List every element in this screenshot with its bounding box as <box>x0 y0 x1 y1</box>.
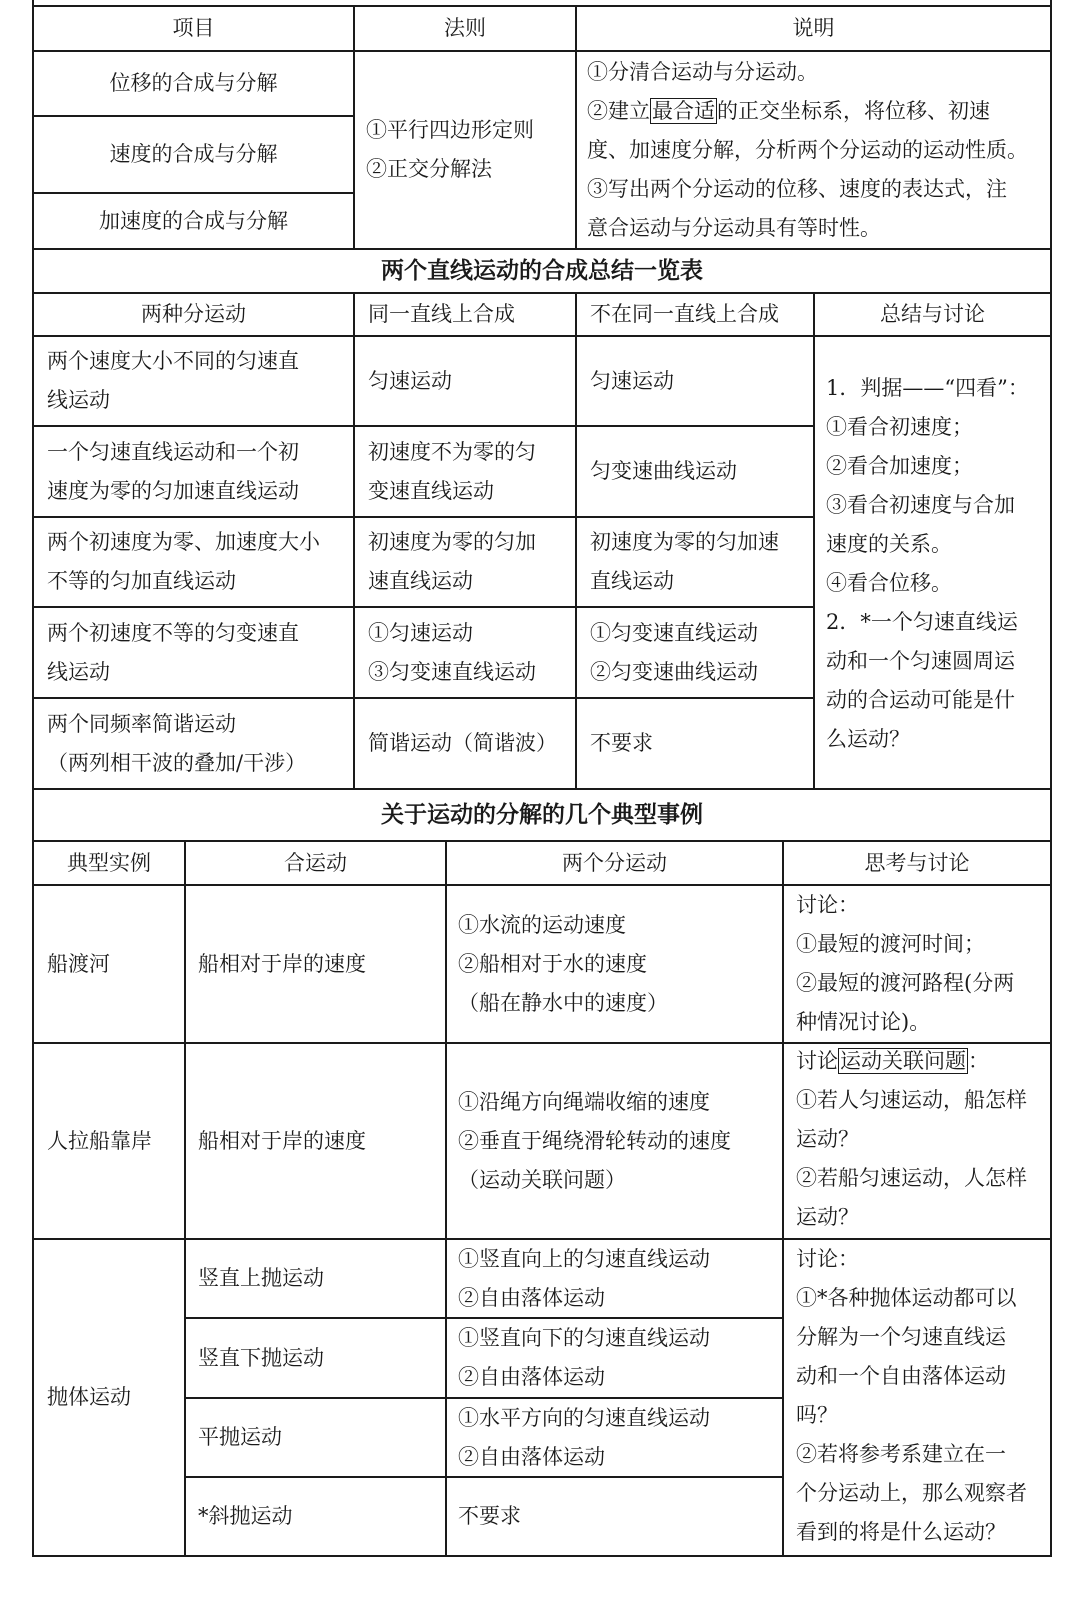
discuss-line: 分解为一个匀速直线运 <box>796 1325 1006 1349</box>
discuss-boat <box>796 886 1050 1042</box>
combined-text: 船相对于岸的速度 <box>198 951 366 976</box>
discuss-line: ②最短的渡河路程(分两 <box>796 971 1015 995</box>
part-line: ①沿绳方向绳端收缩的速度 <box>458 1089 710 1114</box>
parts-upward <box>458 1240 782 1317</box>
table-row <box>47 337 353 425</box>
sub-name: 竖直上抛运动 <box>198 1266 324 1290</box>
cell-line: 两个初速度不等的匀变速直 <box>47 620 299 645</box>
discuss-line: ②若将参考系建立在一 <box>796 1442 1006 1466</box>
cell-line: 匀速运动 <box>590 368 674 393</box>
cell-line: 线运动 <box>47 388 110 412</box>
summary-line: 速度的关系。 <box>826 532 952 556</box>
summary-line: ③看合初速度与合加 <box>826 493 1015 517</box>
sub-upward <box>198 1240 445 1317</box>
discuss-pull <box>796 1042 1050 1238</box>
header-example: 典型实例 <box>67 850 151 875</box>
cell-line: 直线运动 <box>590 569 674 593</box>
cell-line: 不要求 <box>590 731 653 755</box>
explain-line: ③写出两个分运动的位移、速度的表达式，注 <box>587 177 1007 201</box>
discuss-text: 讨论 <box>796 1049 838 1073</box>
boxed-keyword: 运动关联问题 <box>840 1049 966 1073</box>
cell-line: 两个速度大小不同的匀速直 <box>47 349 299 373</box>
rule-cell <box>366 52 575 248</box>
table-cell <box>368 337 575 425</box>
part-line: ②自由落体运动 <box>458 1365 605 1389</box>
cell-line: 两个同频率简谐运动 <box>47 711 236 736</box>
discuss-line: 种情况讨论)。 <box>796 1010 931 1034</box>
cell-line: 速直线运动 <box>368 569 473 593</box>
boxed-keyword: 最合适 <box>652 99 715 123</box>
summary-line: ④看合位移。 <box>826 571 952 595</box>
sub-downward <box>198 1319 445 1397</box>
row-displacement: 位移的合成与分解 <box>109 71 278 95</box>
example-name: 人拉船靠岸 <box>47 1128 152 1153</box>
part-line: （运动关联问题） <box>458 1167 626 1192</box>
table-row <box>47 608 353 697</box>
header-explain: 说明 <box>792 15 835 40</box>
discuss-line: ②若船匀速运动，人怎样 <box>796 1166 1027 1190</box>
part-line: ②垂直于绳绕滑轮转动的速度 <box>458 1128 731 1153</box>
cell-line: ③匀变速直线运动 <box>368 659 536 684</box>
section2-title: 两个直线运动的合成总结一览表 <box>381 257 703 284</box>
row-velocity: 速度的合成与分解 <box>109 142 278 166</box>
discuss-line: 运动？ <box>796 1127 859 1151</box>
cell-line: ②匀变速曲线运动 <box>590 659 758 684</box>
discuss-line <box>796 1042 1050 1081</box>
discuss-line: 个分运动上，那么观察者 <box>796 1481 1027 1505</box>
discuss-line: 运动？ <box>796 1205 859 1229</box>
summary-line: ②看合加速度； <box>826 454 973 478</box>
discuss-line: 吗？ <box>796 1403 838 1427</box>
sub-name: *斜抛运动 <box>198 1504 293 1528</box>
part-line: ①水平方向的匀速直线运动 <box>458 1405 710 1430</box>
parts-pull <box>458 1044 782 1238</box>
rule-parallelogram: ①平行四边形定则 <box>366 118 534 142</box>
discuss-projectile <box>796 1240 1050 1555</box>
parts-boat <box>458 886 782 1042</box>
header-same-line: 同一直线上合成 <box>368 302 515 326</box>
discuss-line: 看到的将是什么运动？ <box>796 1520 1006 1544</box>
explain-line: ①分清合运动与分运动。 <box>587 60 818 84</box>
cell-line: 简谐运动（简谐波） <box>368 731 557 755</box>
cell-line: 初速度不为零的匀 <box>368 439 536 464</box>
table-cell <box>368 699 575 788</box>
cell-line: 匀变速曲线运动 <box>590 459 737 483</box>
summary-cell <box>826 369 1050 769</box>
cell-line: （两列相干波的叠加/干涉） <box>47 750 307 775</box>
cell-line: 变速直线运动 <box>368 478 494 503</box>
header-not-same-line: 不在同一直线上合成 <box>590 302 779 326</box>
combined-boat <box>198 886 445 1042</box>
sub-oblique <box>198 1478 445 1555</box>
example-name: 船渡河 <box>47 951 110 976</box>
table-cell <box>590 518 813 606</box>
cell-line: 两个初速度为零、加速度大小 <box>47 530 320 554</box>
discuss-line: ①最短的渡河时间； <box>796 932 985 956</box>
parts-downward <box>458 1319 782 1397</box>
discuss-line: ①若人匀速运动，船怎样 <box>796 1088 1027 1112</box>
rule-orthogonal: ②正交分解法 <box>366 157 492 181</box>
cell-line: ①匀速运动 <box>368 620 473 645</box>
discuss-line: 讨论： <box>796 1247 859 1271</box>
row-acceleration: 加速度的合成与分解 <box>99 208 288 233</box>
discuss-line: 讨论： <box>796 893 859 917</box>
table-row <box>47 699 353 788</box>
header-combined: 合运动 <box>284 850 347 875</box>
explain-text: ②建立 <box>587 99 650 123</box>
header-components: 两种分运动 <box>141 302 246 326</box>
table-row <box>47 518 353 606</box>
explain-line <box>587 92 1049 131</box>
discuss-line: ①*各种抛体运动都可以 <box>796 1286 1017 1310</box>
combined-text: 船相对于岸的速度 <box>198 1128 366 1153</box>
explain-line: 度、加速度分解，分析两个分运动的运动性质。 <box>587 138 1028 162</box>
cell-line: 线运动 <box>47 659 110 684</box>
discuss-line: 动和一个自由落体运动 <box>796 1364 1006 1388</box>
cell-line: 初速度为零的匀加 <box>368 530 536 554</box>
part-line: 不要求 <box>458 1504 521 1528</box>
combined-pull <box>198 1044 445 1238</box>
table-cell <box>368 608 575 697</box>
sub-horizontal <box>198 1399 445 1476</box>
table-cell <box>590 699 813 788</box>
table-cell <box>590 608 813 697</box>
example-pull <box>47 1044 184 1238</box>
cell-line: 匀速运动 <box>368 368 452 393</box>
cell-line: 速度为零的匀加速直线运动 <box>47 478 299 503</box>
summary-line: 么运动？ <box>826 727 910 751</box>
explain-cell <box>587 53 1049 248</box>
example-boat <box>47 886 184 1042</box>
parts-oblique <box>458 1478 782 1555</box>
header-discuss: 思考与讨论 <box>864 850 970 875</box>
example-projectile <box>47 1240 184 1555</box>
discuss-text: ： <box>968 1049 989 1073</box>
cell-line: 不等的匀加直线运动 <box>47 569 236 593</box>
table-cell <box>590 337 813 425</box>
summary-line: ①看合初速度； <box>826 415 973 439</box>
example-name: 抛体运动 <box>47 1385 131 1409</box>
table-cell <box>368 427 575 516</box>
summary-line: 1．判据——“四看”： <box>826 376 1029 400</box>
explain-line: 意合运动与分运动具有等时性。 <box>587 216 881 240</box>
header-parts: 两个分运动 <box>562 850 667 875</box>
explain-text: 的正交坐标系，将位移、初速 <box>717 99 990 123</box>
sub-name: 竖直下抛运动 <box>198 1345 324 1370</box>
cell-line: ①匀变速直线运动 <box>590 620 758 645</box>
summary-line: 2．*一个匀速直线运 <box>826 610 1018 634</box>
part-line: ①竖直向上的匀速直线运动 <box>458 1246 710 1271</box>
part-line: ②船相对于水的速度 <box>458 951 647 976</box>
summary-line: 动的合运动可能是什 <box>826 688 1015 712</box>
summary-line: 动和一个匀速圆周运 <box>826 649 1015 673</box>
header-item: 项目 <box>172 15 215 40</box>
part-line: ②自由落体运动 <box>458 1285 605 1310</box>
header-rule: 法则 <box>444 15 486 40</box>
table-cell <box>590 427 813 516</box>
part-line: ①水流的运动速度 <box>458 912 626 937</box>
part-line: ②自由落体运动 <box>458 1444 605 1469</box>
sub-name: 平抛运动 <box>198 1425 282 1449</box>
header-summary: 总结与讨论 <box>880 302 985 326</box>
part-line: （船在静水中的速度） <box>458 990 668 1015</box>
table-row <box>47 427 353 516</box>
cell-line: 一个匀速直线运动和一个初 <box>47 439 299 464</box>
section3-title: 关于运动的分解的几个典型事例 <box>381 801 703 828</box>
parts-horizontal <box>458 1399 782 1476</box>
table-cell <box>368 518 575 606</box>
cell-line: 初速度为零的匀加速 <box>590 530 779 554</box>
part-line: ①竖直向下的匀速直线运动 <box>458 1326 710 1350</box>
